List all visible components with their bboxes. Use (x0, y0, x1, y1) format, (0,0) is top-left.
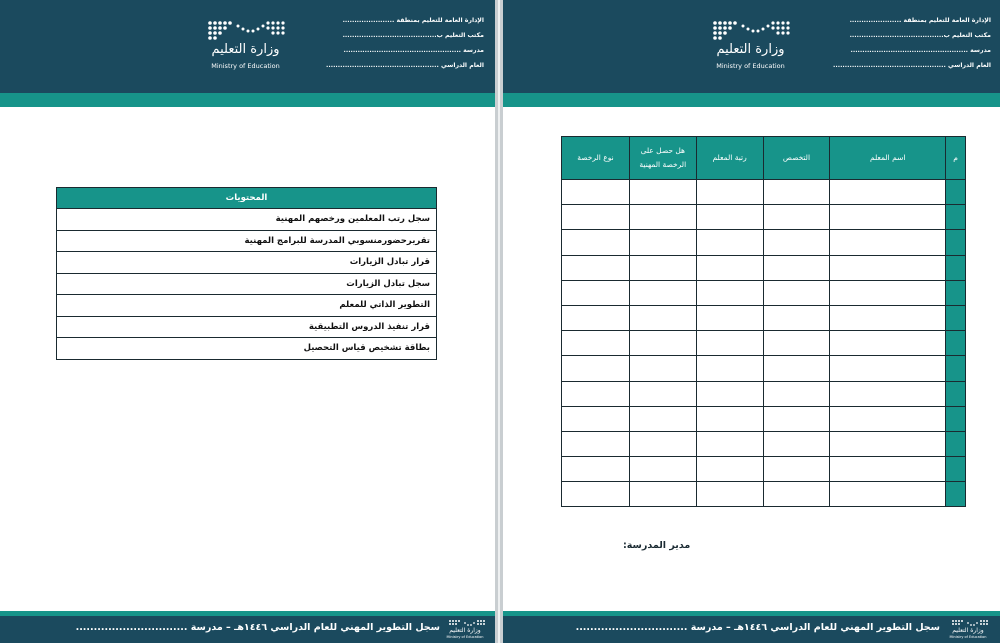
contents-item: بطاقة تشخيص قياس التحصيل (57, 338, 437, 360)
teacher-cell[interactable] (830, 280, 946, 305)
teacher-cell[interactable] (830, 457, 946, 482)
teacher-row (562, 381, 966, 406)
teacher-cell[interactable] (763, 255, 830, 280)
row-number-cell (946, 205, 966, 230)
teacher-cell[interactable] (696, 406, 763, 431)
page-header (0, 0, 495, 93)
contents-item: قرار تنفيذ الدروس التطبيقية (57, 316, 437, 338)
teacher-cell[interactable] (562, 255, 630, 280)
footer-logo-ar: وزارة التعليم (952, 627, 984, 634)
col-header-specialization: التخصص (763, 137, 830, 180)
teacher-cell[interactable] (830, 180, 946, 205)
teacher-cell[interactable] (763, 180, 830, 205)
teacher-cell[interactable] (763, 230, 830, 255)
row-number-cell (946, 381, 966, 406)
teacher-cell[interactable] (562, 205, 630, 230)
contents-item: سجل تبادل الزيارات (57, 273, 437, 295)
teacher-cell[interactable] (830, 205, 946, 230)
teacher-cell[interactable] (763, 457, 830, 482)
teacher-cell[interactable] (763, 431, 830, 456)
footer-text: سجل التطوير المهني للعام الدراسي ١٤٤٦هـ – مدرسة ............................... (575, 622, 940, 633)
teacher-row (562, 482, 966, 507)
teacher-cell[interactable] (696, 331, 763, 356)
row-number-cell (946, 305, 966, 330)
teacher-row (562, 431, 966, 456)
header-year: العام الدراسي ................................................ (833, 62, 991, 69)
page-gutter (495, 0, 503, 643)
header-school: مدرسة .................................................. (343, 47, 484, 54)
teacher-cell[interactable] (629, 230, 696, 255)
teacher-cell[interactable] (763, 331, 830, 356)
teacher-cell[interactable] (696, 180, 763, 205)
logo-text-ar: وزارة التعليم (716, 42, 785, 57)
teacher-cell[interactable] (830, 356, 946, 381)
header-accent-bar (503, 93, 1000, 107)
teacher-cell[interactable] (763, 406, 830, 431)
page-right (503, 0, 1000, 643)
logo-dots-icon (703, 20, 798, 42)
teacher-cell[interactable] (629, 255, 696, 280)
teacher-row (562, 230, 966, 255)
teacher-row (562, 205, 966, 230)
teacher-row (562, 457, 966, 482)
page-header (503, 0, 1000, 93)
teacher-cell[interactable] (830, 255, 946, 280)
teacher-cell[interactable] (696, 457, 763, 482)
teacher-cell[interactable] (629, 381, 696, 406)
row-number-cell (946, 431, 966, 456)
header-office: مكتب التعليم ب........................................ (342, 32, 484, 39)
teachers-table-body (562, 180, 966, 507)
teacher-row (562, 180, 966, 205)
footer-text: سجل التطوير المهني للعام الدراسي ١٤٤٦هـ – مدرسة ............................... (75, 622, 440, 633)
teacher-cell[interactable] (562, 230, 630, 255)
teacher-cell[interactable] (830, 406, 946, 431)
teacher-cell[interactable] (763, 356, 830, 381)
footer-logo (440, 619, 490, 641)
contents-title: المحتويات (57, 188, 437, 209)
teacher-row (562, 305, 966, 330)
teacher-cell[interactable] (629, 331, 696, 356)
teacher-cell[interactable] (562, 381, 630, 406)
teacher-cell[interactable] (696, 431, 763, 456)
teacher-row (562, 356, 966, 381)
header-year: العام الدراسي ................................................ (326, 62, 484, 69)
teacher-cell[interactable] (830, 482, 946, 507)
header-office: مكتب التعليم ب........................................ (849, 32, 991, 39)
teachers-license-table (561, 136, 966, 507)
page-footer (503, 616, 1000, 643)
teacher-cell[interactable] (763, 482, 830, 507)
ministry-logo (198, 20, 293, 76)
teacher-cell[interactable] (562, 406, 630, 431)
teacher-cell[interactable] (830, 305, 946, 330)
logo-text-en: Ministry of Education (716, 62, 785, 70)
teacher-cell[interactable] (562, 331, 630, 356)
teacher-cell[interactable] (830, 381, 946, 406)
header-region: الإدارة العامة للتعليم بمنطقة ...................... (342, 17, 484, 24)
teacher-cell[interactable] (629, 482, 696, 507)
col-header-teacher-name: اسم المعلم (830, 137, 946, 180)
teacher-cell[interactable] (696, 230, 763, 255)
teacher-cell[interactable] (696, 205, 763, 230)
teacher-cell[interactable] (562, 482, 630, 507)
row-number-cell (946, 280, 966, 305)
col-header-has-license: هل حصل على الرخصة المهنية (629, 137, 696, 180)
logo-dots-icon (198, 20, 293, 42)
header-region: الإدارة العامة للتعليم بمنطقة ...................... (849, 17, 991, 24)
footer-logo (943, 619, 993, 641)
teacher-cell[interactable] (562, 457, 630, 482)
teacher-row (562, 255, 966, 280)
teacher-cell[interactable] (696, 280, 763, 305)
principal-signature: مدير المدرسة: (623, 540, 691, 551)
page-left (0, 0, 495, 643)
teacher-cell[interactable] (696, 255, 763, 280)
teacher-cell[interactable] (562, 431, 630, 456)
teacher-cell[interactable] (629, 356, 696, 381)
header-info (324, 13, 484, 73)
teacher-cell[interactable] (763, 280, 830, 305)
row-number-cell (946, 331, 966, 356)
teacher-cell[interactable] (830, 331, 946, 356)
contents-item: قرار تبادل الزيارات (57, 252, 437, 274)
contents-item: سجل رتب المعلمين ورخصهم المهنية (57, 209, 437, 231)
teacher-cell[interactable] (763, 381, 830, 406)
row-number-cell (946, 230, 966, 255)
ministry-logo (703, 20, 798, 76)
contents-table (56, 187, 437, 360)
teacher-cell[interactable] (696, 356, 763, 381)
contents-item: تقريرحضورمنسوبي المدرسة للبرامج المهنية (57, 230, 437, 252)
teacher-row (562, 406, 966, 431)
teacher-cell[interactable] (629, 180, 696, 205)
row-number-cell (946, 482, 966, 507)
teacher-cell[interactable] (830, 230, 946, 255)
row-number-cell (946, 457, 966, 482)
teacher-cell[interactable] (629, 406, 696, 431)
teacher-cell[interactable] (629, 205, 696, 230)
teacher-cell[interactable] (830, 431, 946, 456)
logo-text-ar: وزارة التعليم (211, 42, 280, 57)
teacher-cell[interactable] (696, 482, 763, 507)
row-number-cell (946, 356, 966, 381)
logo-text-en: Ministry of Education (211, 62, 280, 70)
page-footer (0, 616, 495, 643)
row-number-cell (946, 255, 966, 280)
teacher-cell[interactable] (629, 305, 696, 330)
col-header-license-type: نوع الرخصة (562, 137, 630, 180)
teacher-cell[interactable] (696, 381, 763, 406)
contents-item: التطوير الذاتي للمعلم (57, 295, 437, 317)
teacher-cell[interactable] (562, 356, 630, 381)
footer-logo-en: Ministry of Education (446, 635, 484, 639)
header-accent-bar (0, 93, 495, 107)
teacher-cell[interactable] (629, 457, 696, 482)
teacher-cell[interactable] (696, 305, 763, 330)
teacher-cell[interactable] (562, 305, 630, 330)
teacher-cell[interactable] (763, 305, 830, 330)
teacher-row (562, 331, 966, 356)
col-header-teacher-rank: رتبة المعلم (696, 137, 763, 180)
header-school: مدرسة .................................................. (850, 47, 991, 54)
teacher-cell[interactable] (629, 431, 696, 456)
header-info (831, 13, 991, 73)
row-number-cell (946, 180, 966, 205)
teacher-row (562, 280, 966, 305)
footer-logo-en: Ministry of Education (949, 635, 987, 639)
row-number-cell (946, 406, 966, 431)
teacher-cell[interactable] (562, 180, 630, 205)
footer-logo-ar: وزارة التعليم (449, 627, 481, 634)
teacher-cell[interactable] (629, 280, 696, 305)
teacher-cell[interactable] (763, 205, 830, 230)
col-header-number: م (946, 137, 966, 180)
teacher-cell[interactable] (562, 280, 630, 305)
